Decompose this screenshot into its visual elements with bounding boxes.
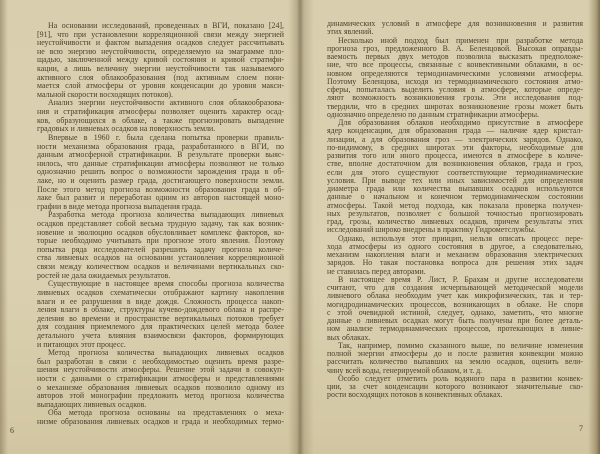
text-line: ности с данными о стратификации атмосферы и представлениями [37,373,284,383]
paragraph [37,134,284,211]
text-line: ном анализе термодинамических процессов, протекающих в ливне- [327,324,583,334]
text-line: щадью, заключенной между кривой состояния и кривой стратифи- [37,55,284,65]
text-line: низме образования ливневых осадков и града и необходимых термо- [37,417,284,427]
text-line: активного слоя облакообразования (под активным слоем пони- [37,72,284,82]
text-line: данные о начальном и конечном термодинамическом состоянии [327,192,583,202]
text-line: ции, за счет конденсации которого возникают значительные ско- [327,382,583,391]
paragraph [37,349,284,409]
paragraph [327,342,583,375]
paragraph [37,280,284,349]
text-line: деления во времени и пространстве вертикальных потоков требует [37,313,284,323]
paragraph [327,37,583,120]
text-line: выпадающих ливневых осадков. [37,399,147,409]
text-line: стве, вполне достаточном для возникновения облаков, града и гроз, [327,159,583,169]
text-line: чину всей воды, генерируемой облаком, и т. д. [327,365,483,375]
text-line: данным атмосферной стратификации. В результате проверки выяс- [37,150,284,160]
text-line: [91], что при установлении корреляционной связи между энергией [37,29,284,39]
text-line: прогноза гроз, предложенного В. А. Беленцовой. Высокая оправды- [327,43,583,53]
text-line: динамических условий в атмосфере для возникновения и развития [327,19,583,28]
text-line: рассчитать количество выпавших на землю осадков, оценить вели- [327,357,583,367]
paragraph [37,211,284,280]
text-line: считают, что для создания исчерпывающей методической модели [327,283,583,292]
text-line: ядер конденсации, для образования града — наличие ядер кристал- [327,126,583,136]
text-line: градовых и ливневых осадков на поверхность земли. [37,124,216,134]
page-number-left: 6 [10,426,14,435]
text-line: твердили, что в средних широтах возникновение грозы может быть [327,101,583,111]
text-line: хода атмосферы из одного состояния в другое, а следовательно, [327,241,583,251]
paragraph [37,22,284,99]
text-line: На основании исследований, проведенных в ВГИ, показано [24], [48,21,284,30]
text-line: зарядов. Но такая постановка вопроса для решения этих задач [327,258,583,268]
text-line: условия. При выводе тех или иных зависимостей для определения [327,175,583,185]
text-line: этих явлений. [327,27,374,37]
text-line: Так, например, помимо сказанного выше, по величине изменения [338,340,583,350]
text-line: ных результатов, позволяет с большой точностью прогнозировать [327,208,583,218]
text-line: связи между количеством осадков и величинами вертикальных ско- [37,262,284,272]
text-line: с этой очевидной истиной, следует, однако, заметить, что многие [327,307,583,317]
text-line: нилось, что данные стратификации атмосферы позволяют не только [37,158,284,168]
text-line: для создания приемлемого для практических целей метода более [37,322,284,332]
left-page-text [37,22,284,427]
text-line: лаке, но и оценить размер града, достигающего поверхности земли. [37,175,284,185]
text-line: не всю энергию неустойчивости, определяемую на эмаграмме пло- [37,46,284,56]
paragraph [327,375,583,400]
text-line: ростей не дала ожидаемых результатов. [37,270,171,280]
text-line: сферы, попыталась выделить условия в атмосфере, которые опреде- [327,85,583,94]
text-line: графии в виде метода прогноза выпадения града. [37,201,202,211]
text-line: осадков представляет собой весьма трудную задачу, так как возник- [37,219,284,229]
text-line: данные о ливневых осадках могут быть получены при более деталь- [327,316,583,325]
text-line: по-видимому, в средних широтах эти факторы, необходимые для [327,142,583,152]
text-line: не ставилась перед авторами. [327,266,426,276]
text-line: Впервые в 1960 г. была сделана попытка проверки правиль- [48,132,284,142]
text-line: развития того или иного процесса, имеются в атмосфере в количе- [327,151,583,160]
text-line: После этого метод прогноза возможности образования града в об- [37,184,284,194]
page-number-right: 7 [579,424,583,433]
text-line: Разработка метода прогноза количества выпадающих ливневых [48,210,284,220]
text-line: кации, а лишь величину энергии неустойчивости так называемого [37,64,284,74]
text-line: Поэтому Беленцова, исходя из термодинамического состояния атмо- [327,76,583,86]
text-line: если для этого существуют соответствующие термодинамические [327,167,583,177]
text-line: однозначно определено по данным стратификации атмосферы. [327,109,539,119]
text-line: ния и стратификация атмосферы позволяет оценить характер осад- [37,107,284,117]
text-line: ляют возможность возникновения грозы. Эти исследования под- [327,93,583,103]
text-line: исследований широко внедрены в практику Гидрометслужбы. [327,225,536,235]
paragraph [327,276,583,342]
text-line: диаметра града или количества выпавших осадков используются [327,184,583,193]
text-line: Метод прогноза количества выпадающих ливневых осадков [48,348,284,358]
text-line: авторов этой монографии предложить метод прогноза количества [37,391,284,401]
text-line: о механизме образования ливневых осадков позволило одному из [37,382,284,392]
text-line: атмосферы. Такой метод подхода, как показала проверка получен- [327,200,583,210]
text-line: Анализ энергии неустойчивости активного слоя облакообразова- [48,98,284,108]
text-line: мальной скорости восходящих потоков). [37,89,174,99]
paragraph [327,20,583,37]
text-line: ние, что все процессы, связанные с конвективными облаками, в ос- [327,60,583,70]
text-line: попытка ряда исследователей разрешить задачу прогноза количе- [37,244,284,254]
text-line: ности механизма образования града, разработанного в ВГИ, по [37,141,284,151]
paragraph [37,409,284,426]
text-line: ваемость первых двух методов позволила высказать предположе- [327,52,583,61]
paragraph [37,99,284,133]
text-line: ливневых осадков схематически отображают картину накопления [37,287,284,297]
text-line: Особо следует отметить роль водяного пара в развитии конвек- [338,373,583,383]
text-line: полной энергии атмосферы до и после развития конвекции можно [327,349,583,358]
text-line: шения неустойчивости атмосферы. Решение этой задачи в совокуп- [37,365,284,375]
text-line: и питающих этот процесс. [37,339,126,349]
text-line: был разработан в связи с необходимостью оценить время разре- [37,356,284,366]
text-line: торые необходимо учитывать при прогнозе этого явления. Поэтому [37,236,284,246]
text-line: однозначно решить вопрос о возможности зарождения града в об- [37,167,284,177]
text-line: В настоящее время Р. Лист, Р. Брахам и другие исследователи [338,274,583,284]
text-line: могидродинамических процессов, возникающих в облаке. Не споря [327,299,583,309]
text-line: Оба метода прогноза основаны на представлениях о меха- [48,408,284,418]
right-page-text [327,20,583,400]
text-line: ления влаги в облаке, структуры кучево-дождевого облака и распре- [37,305,284,315]
text-line: Для образования облаков необходимо присутствие в атмосфере [338,118,583,127]
text-line: град, грозы, количество ливневых осадков, причем результаты этих [327,217,583,226]
text-line: ства ливневых осадков на основании установления корреляционной [37,253,284,263]
paragraph [327,235,583,276]
text-line: лаке был развит и переработан одним из авторов настоящей моно- [37,193,284,203]
text-line: вых облаках. [327,332,371,342]
text-line: рости восходящих потоков в конвективных облаках. [327,390,503,400]
text-line: новном определяются термодинамическими условиями атмосферы. [327,68,583,78]
text-line: влаги и ее разрушения в виде дождя. Сложность процесса накоп- [37,296,284,306]
text-line: мается слой атмосферы от уровня конденсации до уровня макси- [37,81,284,91]
text-line: новение и эволюцию осадков обусловливает комплекс факторов, ко- [37,227,284,237]
text-line: неустойчивости и фактом выпадения осадков следует рассчитывать [37,38,284,48]
text-line: механизм накопления влаги и механизм образования электрических [327,250,583,259]
text-line: ливневого облака необходим учет как микрофизических, так и тер- [327,291,583,301]
text-line: детального учета влияния взаимосвязи факторов, формирующих [37,330,284,340]
text-line: ков, образующихся в облаке, а также прогнозировать выпадение [37,115,284,125]
text-line: Существующие в настоящее время способы прогноза количества [48,279,284,289]
text-line: Однако, используя этот принцип, нельзя описать процесс пере- [338,233,583,243]
text-line: Несколько иной подход был применен при разработке метода [338,35,583,45]
text-line: лизации, а для образования гроз — электрических зарядов. Однако, [327,134,583,144]
paragraph [327,119,583,235]
